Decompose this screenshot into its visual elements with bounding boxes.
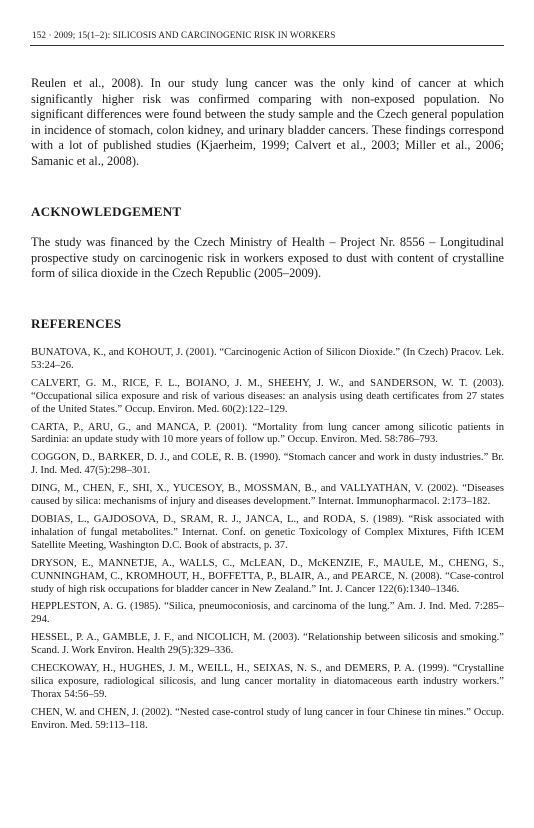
reference-item: HESSEL, P. A., GAMBLE, J. F., and NICOLICH, M. (2003). “Relationship between silicosis and smoking.” Scand. J. Work Environ. Health 29(5):329–336.	[31, 632, 504, 657]
reference-item: CHECKOWAY, H., HUGHES, J. M., WEILL, H., SEIXAS, N. S., and DEMERS, P. A. (1999). “Crystalline silica exposure, radiological silicosis, and lung cancer mortality in diatomaceous earth industry workers.” Thorax 54:56–59.	[31, 663, 504, 700]
references-list	[31, 347, 504, 738]
reference-item: DING, M., CHEN, F., SHI, X., YUCESOY, B., MOSSMAN, B., and VALLYATHAN, V. (2002). “Diseases caused by silica: mechanisms of injury and diseases development.” Internat. Immunopharmacol. 2:173–182.	[31, 483, 504, 508]
reference-item: CHEN, W. and CHEN, J. (2002). “Nested case-control study of lung cancer in four Chinese tin mines.” Occup. Environ. Med. 59:113–118.	[31, 706, 504, 731]
reference-item: CARTA, P., ARU, G., and MANCA, P. (2001). “Mortality from lung cancer among silicotic patients in Sardinia: an update study with 10 more years of follow up.” Occup. Environ. Med. 58:786–793.	[31, 421, 504, 446]
acknowledgement-text: The study was financed by the Czech Ministry of Health – Project Nr. 8556 – Longitudinal prospective study on carcinogenic risk in workers exposed to dust with content of crystalline form of silica dioxide in the Czech Republic (2005–2009).	[31, 235, 504, 281]
acknowledgement-heading: ACKNOWLEDGEMENT	[31, 204, 182, 219]
running-head: 152 · 2009; 15(1–2): SILICOSIS AND CARCINOGENIC RISK IN WORKERS	[32, 30, 336, 40]
reference-item: COGGON, D., BARKER, D. J., and COLE, R. B. (1990). “Stomach cancer and work in dusty industries.” Br. J. Ind. Med. 47(5):298–301.	[31, 452, 504, 477]
reference-item: DRYSON, E., MANNETJE, A., WALLS, C., McLEAN, D., McKENZIE, F., MAULE, M., CHENG, S., CUNNINGHAM, C., KROMHOUT, H., BOFFETTA, P., BLAIR, A., and PEARCE, N. (2008). “Case-control study of high risk occupations for bladder cancer in New Zealand.” Int. J. Cancer 122(6):1340–1346.	[31, 557, 504, 595]
reference-item: DOBIAS, L., GAJDOSOVA, D., SRAM, R. J., JANCA, L., and RODA, S. (1989). “Risk associated with inhalation of fungal metabolites.” Internat. Conf. on genetic Toxicology of Complex Mixtures, Fifth ICEM Satellite Meeting, Washington D.C. Book of abstracts, p. 37.	[31, 513, 504, 551]
header-rule	[30, 45, 504, 46]
intro-paragraph: Reulen et al., 2008). In our study lung cancer was the only kind of cancer at which significantly higher risk was confirmed comparing with non-exposed population. No significant differences were found between the study sample and the Czech general population in incidence of stomach, colon kidney, and urinary bladder cancers. These findings correspond with a lot of published studies (Kjaerheim, 1999; Calvert et al., 2003; Miller et al., 2006; Samanic et al., 2008).	[31, 76, 504, 168]
reference-item: HEPPLESTON, A. G. (1985). “Silica, pneumoconiosis, and carcinoma of the lung.” Am. J. Ind. Med. 7:285–294.	[31, 601, 504, 626]
reference-item: CALVERT, G. M., RICE, F. L., BOIANO, J. M., SHEEHY, J. W., and SANDERSON, W. T. (2003). “Occupational silica exposure and risk of various diseases: an analysis using death certificates from 27 states of the United States.” Occup. Environ. Med. 60(2):122–129.	[31, 377, 504, 415]
reference-item: BUNATOVA, K., and KOHOUT, J. (2001). “Carcinogenic Action of Silicon Dioxide.” (In Czech) Pracov. Lek. 53:24–26.	[31, 347, 504, 371]
references-heading: REFERENCES	[31, 316, 122, 331]
